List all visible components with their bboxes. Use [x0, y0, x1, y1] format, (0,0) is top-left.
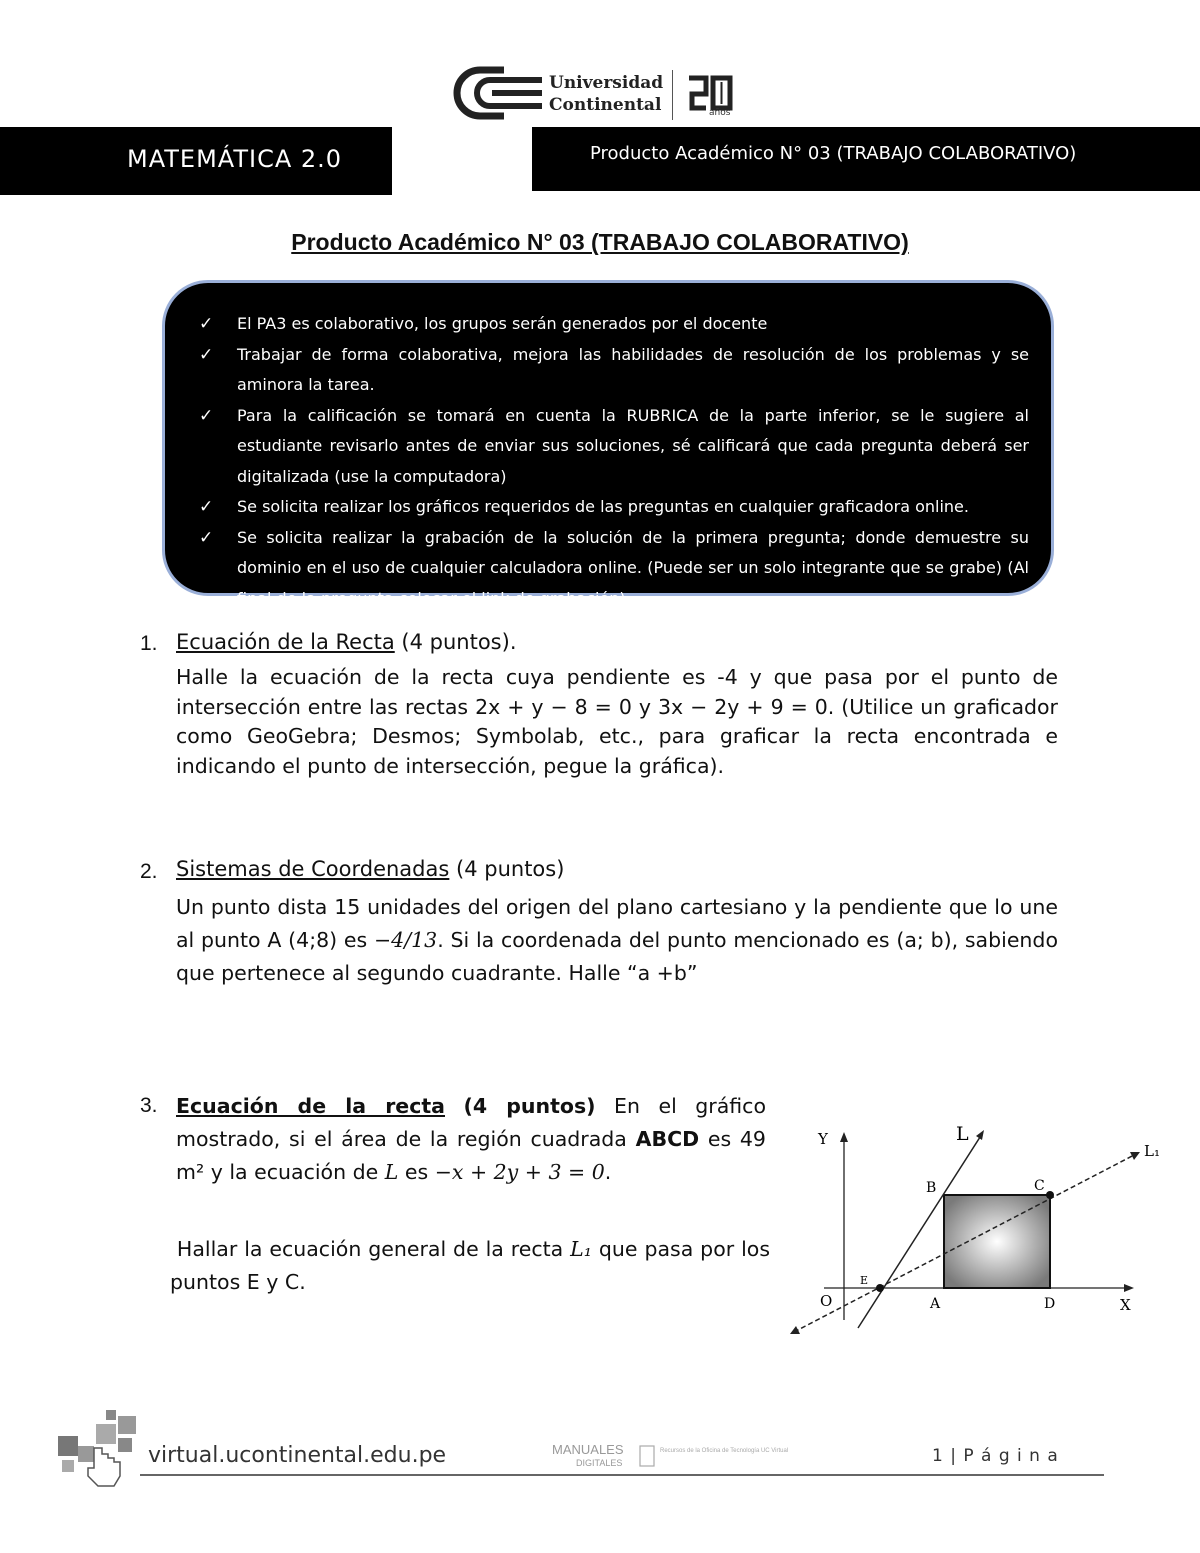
- question-2-number: 2.: [140, 860, 158, 883]
- footer-url: virtual.ucontinental.edu.pe: [148, 1443, 447, 1468]
- question-1-points: (4 puntos).: [401, 630, 517, 654]
- line-L1: [794, 1154, 1136, 1332]
- question-3-points: (4 puntos): [463, 1094, 596, 1118]
- list-item: ✓ Se solicita realizar los gráficos requeridos de las preguntas en cualquier graficadora online.: [199, 492, 1029, 523]
- list-item: ✓ El PA3 es colaborativo, los grupos serán generados por el docente: [199, 309, 1029, 340]
- checkmark-icon: ✓: [199, 405, 214, 426]
- page-title: Producto Académico N° 03 (TRABAJO COLABORATIVO): [291, 229, 909, 255]
- point-E: [876, 1284, 884, 1292]
- question-1-number: 1.: [140, 632, 158, 655]
- question-3-topic: Ecuación de la recta: [176, 1094, 445, 1118]
- label-X: X: [1120, 1296, 1131, 1314]
- svg-text:DIGITALES: DIGITALES: [576, 1458, 623, 1468]
- square-abcd: [944, 1195, 1050, 1288]
- label-D: D: [1044, 1296, 1056, 1312]
- svg-text:MANUALES: MANUALES: [552, 1442, 624, 1457]
- line-L-arrow-icon: [976, 1130, 984, 1140]
- label-A: A: [930, 1296, 941, 1312]
- product-banner-title: Producto Académico N° 03 (TRABAJO COLABORATIVO): [590, 143, 1077, 164]
- question-1-body: Halle la ecuación de la recta cuya pendiente es -4 y que pasa por el punto de intersección entre las rectas 2x + y − 8 = 0 y 3x − 2y + 9 = 0. (Utilice un graficador como GeoGebra; Desmos; Symbolab, etc., para graficar la recta encontrada e indicando el punto de intersección, pegue la gráfica).: [176, 665, 1058, 778]
- checkmark-icon: ✓: [199, 344, 214, 365]
- checkmark-icon: ✓: [199, 527, 214, 548]
- slope-value: −4/13: [373, 928, 438, 952]
- question-1-topic: Ecuación de la Recta: [176, 630, 395, 654]
- list-item: ✓ Para la calificación se tomará en cuenta la RUBRICA de la parte inferior, se le sugiere al estudiante revisarlo antes de enviar sus soluciones, sé calificará que cada pregunta deberá ser digitalizada (use la computadora): [199, 401, 1029, 493]
- question-3-body: Ecuación de la recta (4 puntos) En el gráfico mostrado, si el área de la región cuadrada ABCD es 49 m² y la ecuación de L es −x + 2y + 3 = 0.: [176, 1094, 766, 1184]
- point-C: [1046, 1191, 1054, 1199]
- label-L1: L₁: [1144, 1142, 1160, 1160]
- question-2-body: Un punto dista 15 unidades del origen del plano cartesiano y la pendiente que lo une al punto A (4;8) es −4/13. Si la coordenada del punto mencionado es (a; b), sabiendo que pertenece al segundo cuadrante. Halle “a +b”: [176, 895, 1058, 985]
- question-2-heading: [176, 857, 564, 881]
- question-1-heading: [176, 630, 517, 654]
- touch-hand-icon: [56, 1408, 146, 1488]
- logo-wordmark: [549, 72, 663, 116]
- logo-line-2: Continental: [549, 95, 662, 115]
- label-O: O: [820, 1292, 833, 1310]
- label-Y: Y: [818, 1130, 828, 1148]
- geometry-figure: [780, 1120, 1180, 1340]
- label-E: E: [860, 1274, 869, 1287]
- logo-years-label: años: [709, 108, 731, 118]
- label-L: L: [956, 1123, 969, 1145]
- page-number: 1 | P á g i n a: [932, 1446, 1059, 1466]
- instructions-box: [162, 280, 1054, 608]
- label-B: B: [926, 1180, 937, 1196]
- line-equation: −x + 2y + 3 = 0: [434, 1160, 605, 1184]
- question-3-task: Hallar la ecuación general de la recta L₁ que pasa por los puntos E y C.: [170, 1237, 770, 1294]
- university-logo-icon: [466, 66, 542, 120]
- label-C: C: [1034, 1178, 1045, 1194]
- question-3-number: 3.: [140, 1094, 158, 1117]
- list-item: ✓ Trabajar de forma colaborativa, mejora las habilidades de resolución de los problemas y se aminora la tarea.: [199, 340, 1029, 401]
- question-2-points: (4 puntos): [456, 857, 565, 881]
- y-axis-arrow-icon: [840, 1132, 848, 1142]
- logo-divider: [672, 70, 673, 120]
- svg-text:Recursos de la Oficina de Tecn: Recursos de la Oficina de Tecnología UC Virtual: [660, 1448, 789, 1454]
- instructions-list: [199, 309, 1029, 614]
- logo-line-1: Universidad: [549, 73, 664, 93]
- question-2-topic: Sistemas de Coordenadas: [176, 857, 450, 881]
- checkmark-icon: ✓: [199, 314, 214, 334]
- x-axis-arrow-icon: [1124, 1284, 1134, 1292]
- list-item: ✓ Se solicita realizar la grabación de la solución de la primera pregunta; donde demuestre su dominio en el uso de cualquier calculadora online. (Puede ser un solo integrante que se grabe) (Al final de la pregunta colocar el link de grabación): [199, 523, 1029, 615]
- checkmark-icon: ✓: [199, 497, 214, 517]
- course-title: MATEMÁTICA 2.0: [127, 145, 343, 173]
- manuales-digitales-logo: [552, 1440, 789, 1476]
